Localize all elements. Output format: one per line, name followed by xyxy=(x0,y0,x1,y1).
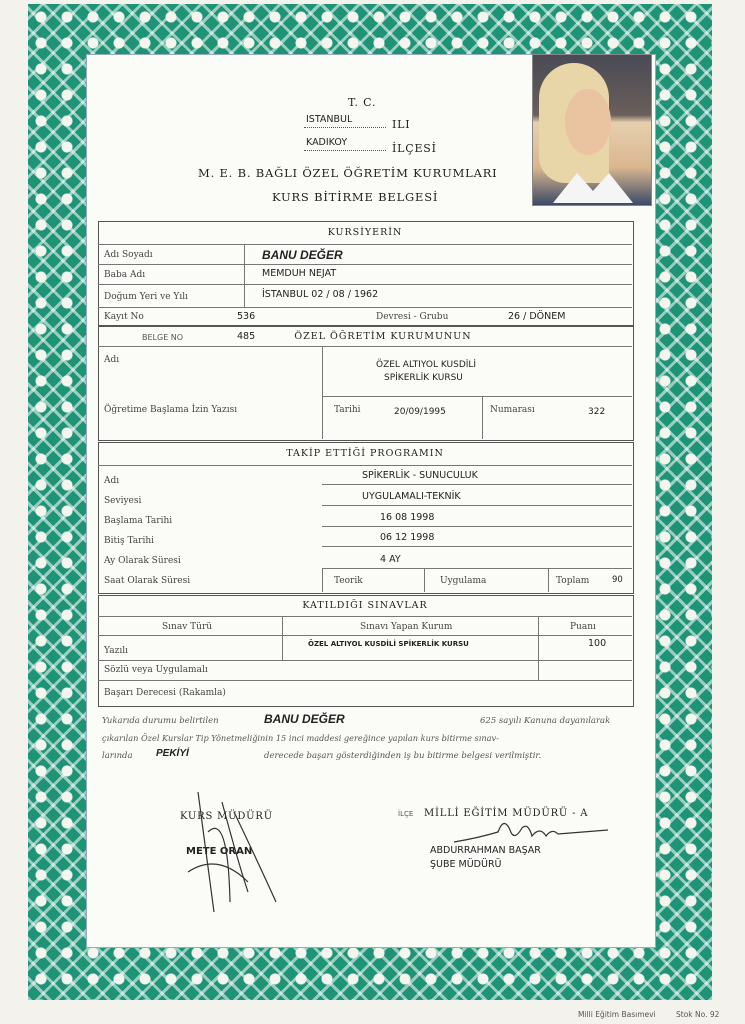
birth-label: Doğum Yeri ve Yılı xyxy=(104,292,188,302)
yazili-kurum: ÖZEL ALTIYOL KUSDİLİ SPİKERLİK KURSU xyxy=(308,640,469,648)
tc-heading: T. C. xyxy=(348,96,377,109)
derece-label: Başarı Derecesi (Rakamla) xyxy=(104,688,226,698)
ilce-value: KADIKOY xyxy=(306,137,348,148)
seviye-value: UYGULAMALI-TEKNİK xyxy=(362,491,461,502)
toplam-label: Toplam xyxy=(556,576,590,586)
statement-part1: Yukarıda durumu belirtilen xyxy=(102,716,219,726)
father-label: Baba Adı xyxy=(104,270,146,280)
program-adi-value: SPİKERLİK - SUNUCULUK xyxy=(362,470,478,481)
kurum-section-title: ÖZEL ÖĞRETİM KURUMUNUN xyxy=(294,331,472,342)
bitis-value: 06 12 1998 xyxy=(380,532,435,543)
footer-stock-no: Stok No. 92 xyxy=(676,1010,720,1019)
kayit-value: 536 xyxy=(237,311,256,322)
kayit-label: Kayıt No xyxy=(104,312,144,322)
kurum-adi-value-1: ÖZEL ALTIYOL KUSDİLİ xyxy=(376,360,477,370)
numarasi-value: 322 xyxy=(588,407,606,417)
il-value: ISTANBUL xyxy=(306,114,353,125)
sinav-turu-header: Sınav Türü xyxy=(162,622,213,632)
document-title: KURS BİTİRME BELGESİ xyxy=(272,190,439,204)
tarihi-label: Tarihi xyxy=(334,405,361,415)
statement-grade: PEKİYİ xyxy=(156,748,189,759)
statement-name: BANU DEĞER xyxy=(264,712,345,726)
statement-part2: 625 sayılı Kanuna dayanılarak xyxy=(480,716,611,726)
teorik-label: Teorik xyxy=(334,576,363,586)
ilce-label: İLÇESİ xyxy=(392,142,437,155)
bitis-label: Bitiş Tarihi xyxy=(104,536,154,546)
toplam-value: 90 xyxy=(612,575,623,585)
izin-label: Öğretime Başlama İzin Yazısı xyxy=(104,405,238,415)
belge-no-label: BELGE NO xyxy=(142,333,184,342)
sozlu-label: Sözlü veya Uygulamalı xyxy=(104,665,208,675)
belge-no-value: 485 xyxy=(237,331,256,342)
seviye-label: Seviyesi xyxy=(104,496,142,506)
kurum-adi-label: Adı xyxy=(104,355,120,365)
il-label: ILI xyxy=(392,118,411,131)
portrait-photo xyxy=(532,54,652,206)
sinav-kurum-header: Sınavı Yapan Kurum xyxy=(360,622,453,632)
devresi-value: 26 / DÖNEM xyxy=(508,311,566,322)
baslama-value: 16 08 1998 xyxy=(380,512,435,523)
baslama-label: Başlama Tarihi xyxy=(104,516,173,526)
sinavlar-section-title: KATILDIĞI SINAVLAR xyxy=(302,600,428,611)
org-heading: M. E. B. BAĞLI ÖZEL ÖĞRETİM KURUMLARI xyxy=(198,166,498,180)
program-adi-label: Adı xyxy=(104,476,120,486)
yazili-puan: 100 xyxy=(588,638,607,649)
ay-value: 4 AY xyxy=(380,554,401,565)
mudur-role: ŞUBE MÜDÜRÜ xyxy=(430,859,502,870)
kurum-box xyxy=(98,325,634,441)
ay-label: Ay Olarak Süresi xyxy=(104,556,181,566)
kursiyer-section-title: KURSİYERİN xyxy=(327,227,403,238)
puan-header: Puanı xyxy=(570,622,596,632)
name-value: BANU DEĞER xyxy=(262,248,343,262)
tarihi-value: 20/09/1995 xyxy=(394,407,446,417)
father-value: MEMDUH NEJAT xyxy=(262,268,337,279)
statement-part4: derecede başarı gösterdiğinden iş bu bitirme belgesi verilmiştir. xyxy=(264,751,542,761)
uygulama-label: Uygulama xyxy=(440,576,487,586)
footer-printer: Milli Eğitim Basımevi xyxy=(578,1010,656,1019)
program-section-title: TAKİP ETTİĞİ PROGRAMIN xyxy=(286,448,444,459)
saat-label: Saat Olarak Süresi xyxy=(104,576,191,586)
kurs-muduru-name: METE ORAN xyxy=(186,846,253,857)
devresi-label: Devresi - Grubu xyxy=(376,312,449,322)
mudur-title: MİLLİ EĞİTİM MÜDÜRÜ - A xyxy=(424,808,589,819)
kurs-muduru-title: KURS MÜDÜRÜ xyxy=(180,811,273,822)
birth-value: İSTANBUL 02 / 08 / 1962 xyxy=(262,289,379,300)
name-label: Adı Soyadı xyxy=(104,250,153,260)
kurum-adi-value-2: SPİKERLİK KURSU xyxy=(384,373,463,383)
statement-line2: çıkarılan Özel Kurslar Tip Yönetmeliğinin 15 inci maddesi gereğince yapılan kurs bitirme sınav- xyxy=(102,733,499,743)
mudur-name: ABDURRAHMAN BAŞAR xyxy=(430,845,541,856)
kurs-muduru-signature xyxy=(178,772,288,922)
yazili-label: Yazılı xyxy=(104,646,128,656)
ilce-prefix: İLÇE xyxy=(398,810,414,818)
numarasi-label: Numarası xyxy=(490,405,535,415)
statement-part3: larında xyxy=(102,751,133,761)
